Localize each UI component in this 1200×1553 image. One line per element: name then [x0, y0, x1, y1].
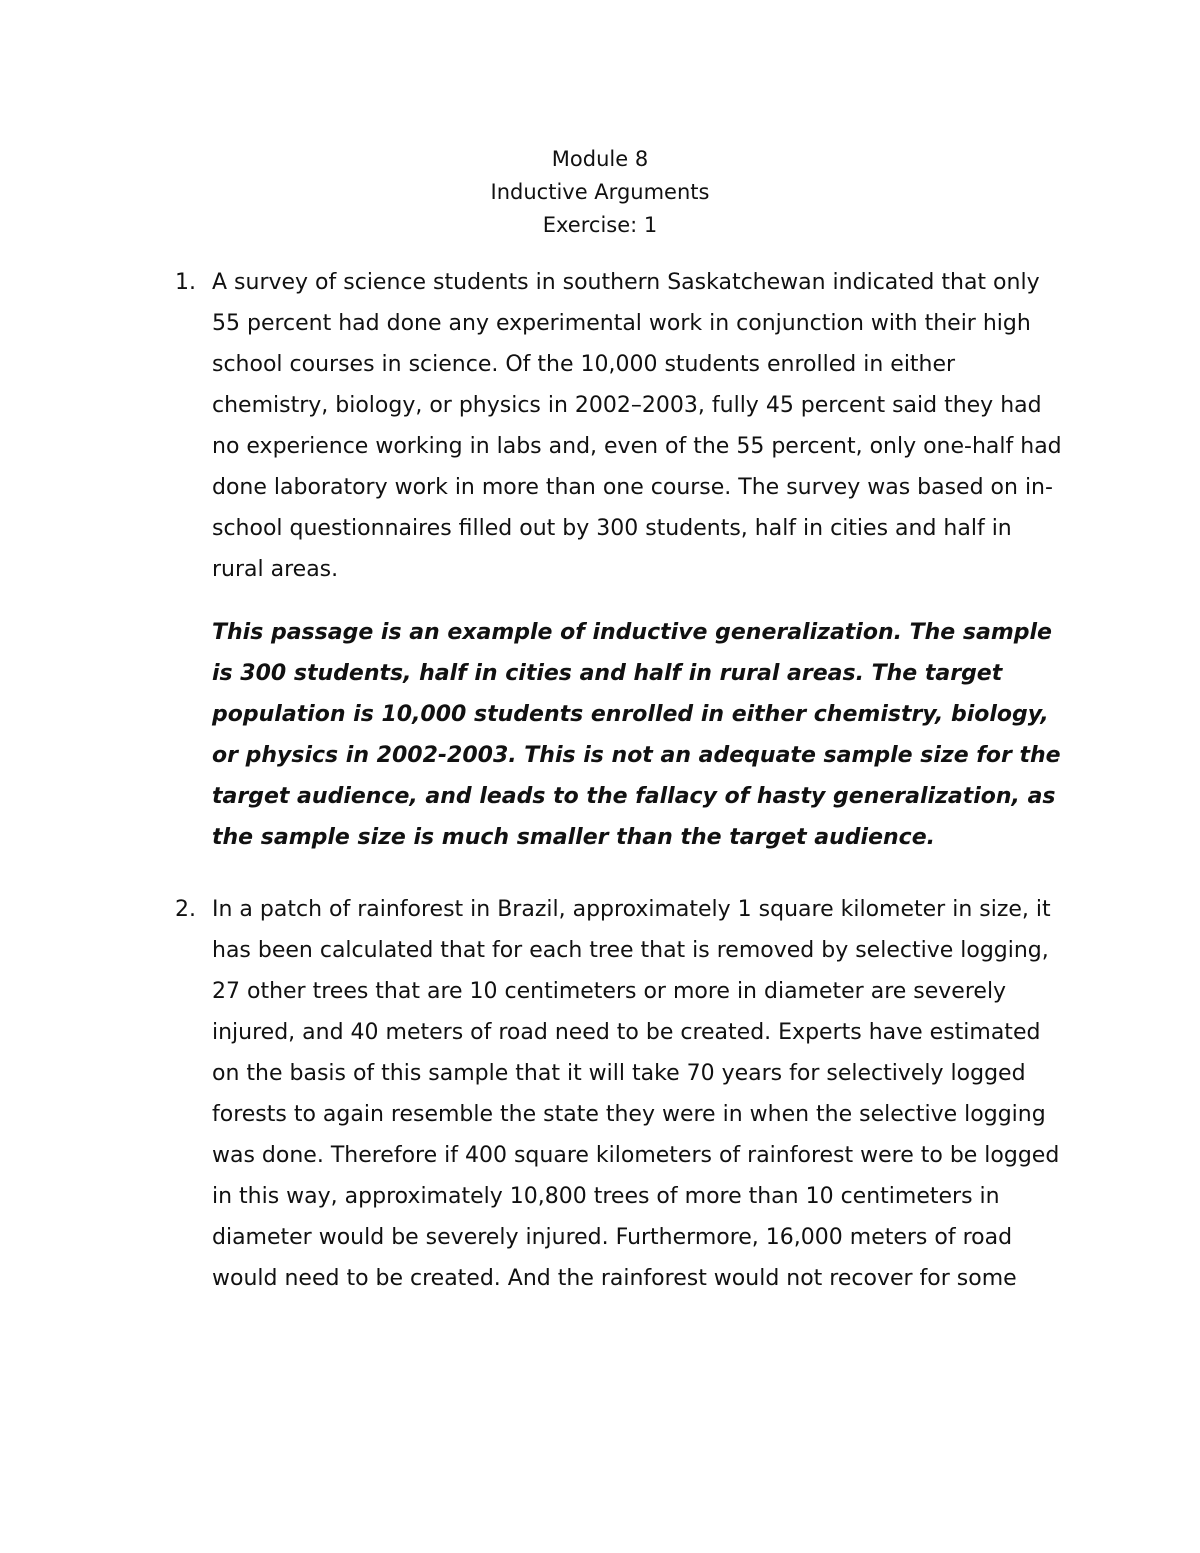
exercise-item-1 — [0, 262, 1062, 858]
exercise-answer: This passage is an example of inductive generalization. The sample is 300 students, half in cities and half in rural areas. The target population is 10,000 students enrolled in either chemistry, biology, or physics in 2002-2003. This is not an adequate sample size for the target audience, and leads to the fallacy of hasty generalization, as the sample size is much smaller than the target audience. — [212, 620, 1061, 850]
exercise-passage: A survey of science students in southern Saskatchewan indicated that only 55 percent had done any experimental work in conjunction with their high school courses in science. Of the 10,000 students enrolled in either chemistry, biology, or physics in 2002–2003, fully 45 percent said they had no experience working in labs and, even of the 55 percent, only one-half had done laboratory work in more than one course. The survey was based on in- school questionnaires filled out by 300 students, half in cities and half in rural areas. — [212, 270, 1062, 582]
module-heading: Module 8 — [551, 147, 649, 171]
exercise-item-2 — [0, 889, 1062, 1299]
document-header — [0, 143, 1200, 242]
document-title: Inductive Arguments — [490, 180, 710, 204]
item-number: 2. — [175, 897, 196, 922]
exercise-list — [0, 262, 1200, 1299]
exercise-passage: In a patch of rainforest in Brazil, approximately 1 square kilometer in size, it has been calculated that for each tree that is removed by selective logging, 27 other trees that are 10 centimeters or more in diameter are severely injured, and 40 meters of road need to be created. Experts have estimated on the basis of this sample that it will take 70 years for selectively logged forests to again resemble the state they were in when the selective logging was done. Therefore if 400 square kilometers of rainforest were to be logged in this way, approximately 10,800 trees of more than 10 centimeters in diameter would be severely injured. Furthermore, 16,000 meters of road would need to be created. And the rainforest would not recover for some — [212, 897, 1060, 1291]
item-number: 1. — [175, 270, 196, 295]
exercise-heading: Exercise: 1 — [542, 213, 658, 237]
